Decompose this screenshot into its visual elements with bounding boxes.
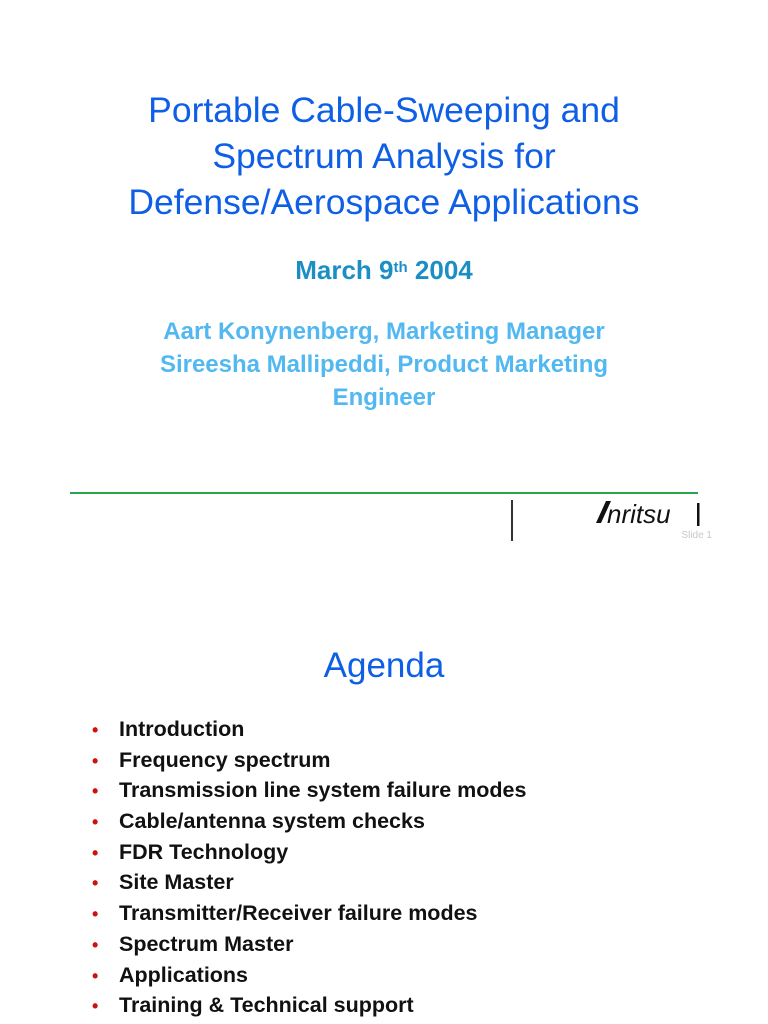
bullet-icon: • [92, 965, 99, 986]
bullet-icon: • [92, 812, 99, 833]
footer-divider [70, 492, 698, 494]
list-item [92, 898, 526, 929]
svg-text:nritsu: nritsu [607, 499, 671, 529]
date-month-day: March 9 [295, 255, 394, 285]
logo-separator [511, 500, 513, 541]
bullet-icon: • [92, 934, 99, 955]
list-item-label: Transmitter/Receiver failure modes [119, 901, 478, 926]
list-item-label: Site Master [119, 870, 234, 895]
list-item-label: Introduction [119, 717, 245, 741]
bullet-icon: • [92, 781, 99, 802]
list-item-label: Transmission line system failure modes [119, 778, 527, 803]
bullet-icon: • [92, 996, 99, 1017]
slide-number: Slide 1 [681, 530, 712, 541]
date-ordinal-suffix: th [393, 259, 408, 276]
list-item-label: Applications [119, 962, 249, 987]
bullet-icon: • [92, 873, 99, 894]
bullet-icon: • [92, 904, 99, 925]
date-year: 2004 [414, 255, 473, 285]
bullet-icon: • [92, 750, 99, 771]
list-item [92, 867, 526, 898]
bullet-icon: • [92, 842, 99, 863]
list-item-label: Frequency spectrum [119, 747, 331, 772]
presenter-line: Aart Konynenberg, Marketing Manager [163, 318, 605, 345]
list-item [92, 929, 526, 960]
list-item [92, 714, 526, 745]
title-line: Spectrum Analysis for [212, 136, 556, 176]
bullet-icon: • [92, 720, 99, 740]
agenda-title: Agenda [323, 646, 445, 685]
list-item-label: FDR Technology [119, 839, 289, 864]
presenter-list [0, 315, 768, 414]
title-line: Portable Cable-Sweeping and [148, 90, 620, 130]
agenda-slide [0, 600, 768, 1024]
agenda-list [92, 714, 526, 1021]
list-item [92, 745, 526, 776]
list-item [92, 837, 526, 868]
list-item-label: Spectrum Master [119, 931, 294, 956]
presenter-line: Engineer [332, 384, 436, 411]
list-item [92, 775, 526, 806]
list-item [92, 806, 526, 837]
list-item-label: Cable/antenna system checks [119, 809, 425, 834]
list-item [92, 990, 526, 1021]
presenter-line: Sireesha Mallipeddi, Product Marketing [159, 351, 609, 378]
list-item-label: Training & Technical support [119, 993, 414, 1018]
presentation-date [0, 252, 768, 288]
title-line: Defense/Aerospace Applications [128, 182, 640, 222]
list-item [92, 960, 526, 991]
presentation-title [0, 87, 768, 225]
anritsu-logo [592, 497, 704, 531]
